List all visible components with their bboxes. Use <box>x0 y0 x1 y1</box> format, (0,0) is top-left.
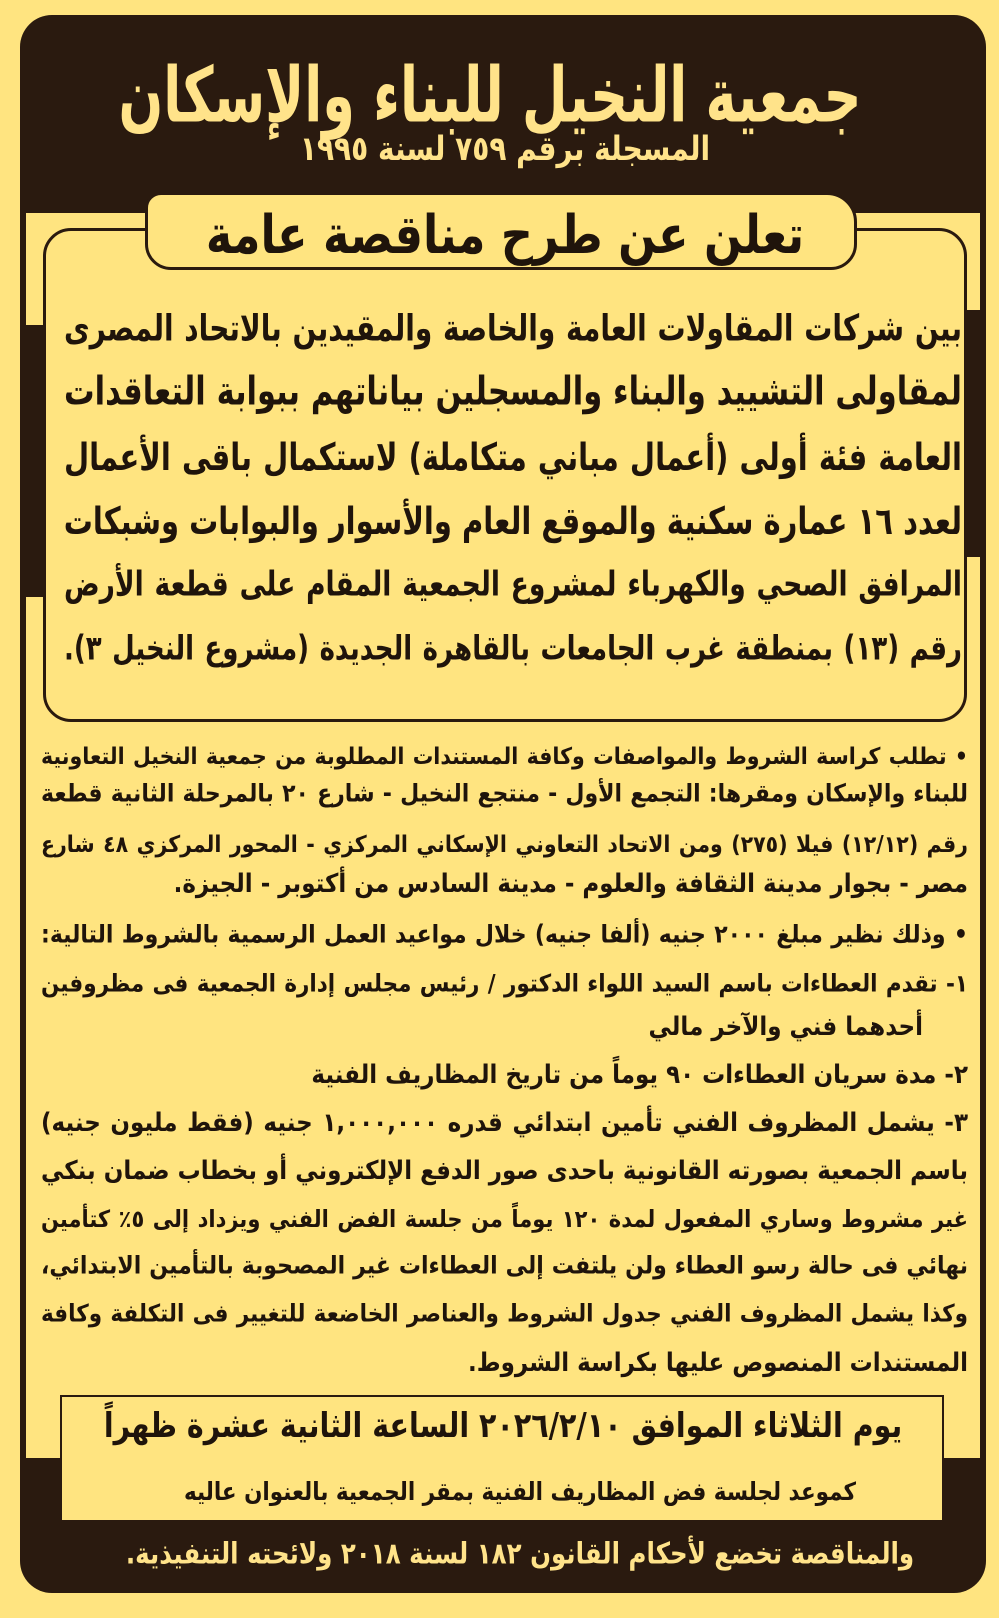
conditions-line <box>40 863 968 903</box>
conditions-line-text: • تطلب كراسة الشروط والمواصفات وكافة المستندات المطلوبة من جمعية النخيل التعاونية <box>41 742 968 769</box>
law-note <box>120 1530 920 1576</box>
conditions-line-text: أحدهما فني والآخر مالي <box>648 1011 923 1042</box>
conditions-line-text: نهائي فى حالة رسو العطاء ولن يلتفت إلى العطاءات غير المصحوبة بالتأمين الابتدائي، <box>41 1251 968 1280</box>
conditions-line <box>40 823 968 863</box>
announcement-line <box>63 489 962 549</box>
conditions-line <box>40 1198 968 1238</box>
announcement-line-text: المرافق الصحي والكهرباء لمشروع الجمعية المقام على قطعة الأرض <box>64 563 962 604</box>
conditions-line <box>40 1006 968 1046</box>
registration-subtitle <box>290 128 720 169</box>
announcement-heading-text: تعلن عن طرح مناقصة عامة <box>205 204 805 266</box>
conditions-line-text: ١- تقدم العطاءات باسم السيد اللواء الدكتور / رئيس مجلس إدارة الجمعية فى مظروفين <box>41 969 968 998</box>
announcement-line <box>63 297 962 357</box>
conditions-line-text: للبناء والإسكان ومقرها: التجمع الأول - منتجع النخيل - شارع ٢٠ بالمرحلة الثانية قطعة <box>40 779 968 808</box>
announcement-line-text: رقم (١٣) بمنطقة غرب الجامعات بالقاهرة الجديدة (مشروع النخيل ٣). <box>64 629 962 668</box>
conditions-line-text: ٢- مدة سريان العطاءات ٩٠ يوماً من تاريخ المظاريف الفنية <box>311 1059 968 1090</box>
announcement-heading <box>205 200 805 264</box>
announcement-line <box>63 361 962 421</box>
announcement-line <box>63 425 962 485</box>
conditions-line-text: مصر - بجوار مدينة الثقافة والعلوم - مدينة السادس من أكتوبر - الجيزة. <box>173 868 968 899</box>
law-note-text: والمناقصة تخضع لأحكام القانون ١٨٢ لسنة ٢٠١٨ ولائحته التنفيذية. <box>125 1535 915 1571</box>
conditions-line <box>40 915 968 955</box>
announcement-line-text: بين شركات المقاولات العامة والخاصة والمقيدين بالاتحاد المصرى <box>64 306 962 350</box>
conditions-line-text: باسم الجمعية بصورته القانونية باحدى صور الدفع الإلكتروني أو بخطاب ضمان بنكي <box>41 1155 968 1186</box>
conditions-line <box>40 774 968 814</box>
conditions-line-text: غير مشروط وساري المفعول لمدة ١٢٠ يوماً من جلسة الفض الفني ويزداد إلى ٥٪ كتأمين <box>41 1205 968 1232</box>
conditions-line <box>40 1294 968 1334</box>
conditions-line <box>40 1054 968 1094</box>
announcement-line-text: لعدد ١٦ عمارة سكنية والموقع العام والأسوار والبوابات وشبكات <box>63 498 962 543</box>
announcement-line <box>63 617 962 677</box>
conditions-line <box>40 1150 968 1190</box>
conditions-line <box>40 1246 968 1286</box>
conditions-line-text: • وذلك نظير مبلغ ٢٠٠٠ جنيه (ألفا جنيه) خلال مواعيد العمل الرسمية بالشروط التالية: <box>41 920 968 949</box>
session-date-text: يوم الثلاثاء الموافق ٢٠٢٦/٢/١٠ الساعة الثانية عشرة ظهراً <box>103 1405 903 1446</box>
conditions-line <box>40 1342 968 1382</box>
announcement-line <box>63 553 962 613</box>
conditions-line <box>40 964 968 1004</box>
conditions-line-text: المستندات المنصوص عليها بكراسة الشروط. <box>467 1347 968 1378</box>
registration-subtitle-text: المسجلة برقم ٧٥٩ لسنة ١٩٩٥ <box>299 128 711 169</box>
organization-title <box>115 51 865 141</box>
session-location <box>180 1470 860 1514</box>
announcement-line-text: العامة فئة أولى (أعمال مباني متكاملة) لاستكمال باقى الأعمال <box>64 434 962 479</box>
conditions-line <box>40 735 968 775</box>
session-location-text: كموعد لجلسة فض المظاريف الفنية بمقر الجمعية بالعنوان عاليه <box>183 1477 857 1507</box>
conditions-line-text: ٣- يشمل المظروف الفني تأمين ابتدائي قدره ١,٠٠٠,٠٠٠ جنيه (فقط مليون جنيه) <box>40 1107 968 1138</box>
announcement-line-text: لمقاولى التشييد والبناء والمسجلين بياناتهم ببوابة التعاقدات <box>64 369 962 415</box>
organization-title-text: جمعية النخيل للبناء والإسكان <box>118 51 862 141</box>
conditions-line-text: وكذا يشمل المظروف الفني جدول الشروط والعناصر الخاضعة للتغيير فى التكلفة وكافة <box>41 1299 968 1328</box>
session-date <box>103 1400 903 1450</box>
conditions-line <box>40 1102 968 1142</box>
conditions-line-text: رقم (١٢/١٢) فيلا (٢٧٥) ومن الاتحاد التعاوني الإسكاني المركزي - المحور المركزي ٤٨ شارع <box>41 830 968 857</box>
